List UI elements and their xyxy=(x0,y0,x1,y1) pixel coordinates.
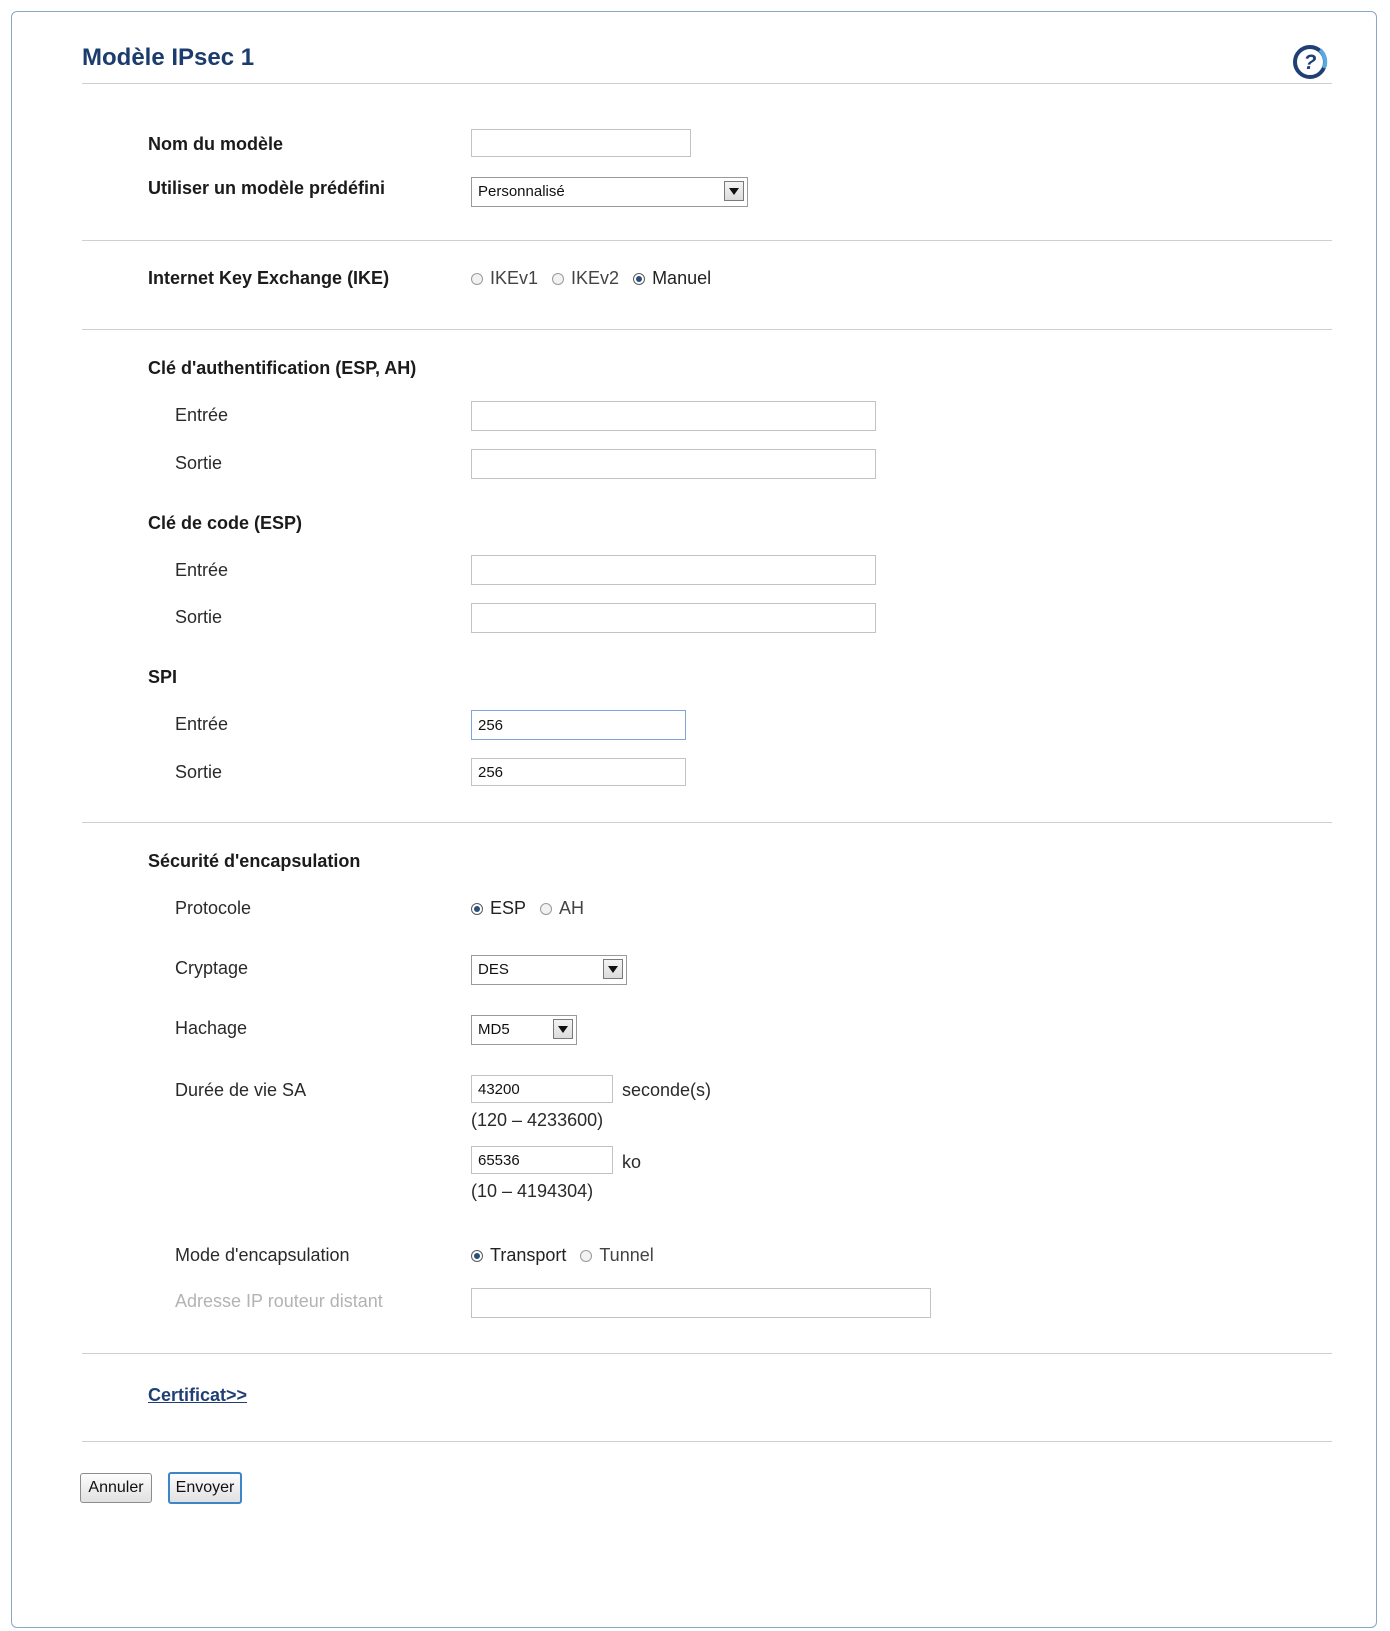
chevron-down-icon[interactable] xyxy=(553,1019,573,1039)
auth-key-out-label: Sortie xyxy=(175,453,223,473)
sa-lifetime-seconds-range: (120 – 4233600) xyxy=(471,1110,604,1130)
hash-value: MD5 xyxy=(478,1021,510,1038)
encapsulation-mode-label: Mode d'encapsulation xyxy=(175,1245,350,1265)
page-title: Modèle IPsec 1 xyxy=(82,44,255,71)
ike-option-ikev1[interactable]: IKEv1 xyxy=(471,268,538,289)
template-name-label: Nom du modèle xyxy=(148,134,284,154)
sa-lifetime-label: Durée de vie SA xyxy=(175,1080,307,1100)
protocol-option-esp[interactable]: ESP xyxy=(471,898,526,919)
section-divider xyxy=(82,1353,1332,1354)
predefined-template-value: Personnalisé xyxy=(478,183,565,200)
svg-text:?: ? xyxy=(1303,51,1317,74)
radio-selected-icon[interactable] xyxy=(471,1250,483,1262)
code-key-in-input[interactable] xyxy=(471,555,876,585)
cancel-button[interactable]: Annuler xyxy=(80,1473,152,1503)
sa-lifetime-kb-range: (10 – 4194304) xyxy=(471,1181,594,1201)
hash-label: Hachage xyxy=(175,1018,248,1038)
radio-icon[interactable] xyxy=(580,1250,592,1262)
spi-in-input[interactable] xyxy=(471,710,686,740)
radio-selected-icon[interactable] xyxy=(471,903,483,915)
certificate-link[interactable]: Certificat>> xyxy=(148,1385,248,1405)
sa-lifetime-kb-unit: ko xyxy=(622,1152,642,1172)
auth-key-heading: Clé d'authentification (ESP, AH) xyxy=(148,358,417,378)
remote-router-ip-label: Adresse IP routeur distant xyxy=(175,1291,383,1311)
chevron-down-icon[interactable] xyxy=(724,181,744,201)
hash-select[interactable] xyxy=(471,1015,577,1045)
spi-in-label: Entrée xyxy=(175,714,229,734)
radio-icon[interactable] xyxy=(540,903,552,915)
protocol-option-ah[interactable]: AH xyxy=(540,898,584,919)
predefined-template-select[interactable] xyxy=(471,177,748,207)
remote-router-ip-input[interactable] xyxy=(471,1288,931,1318)
template-name-input[interactable] xyxy=(471,129,691,157)
auth-key-in-input[interactable] xyxy=(471,401,876,431)
encapsulation-mode-radio-group xyxy=(471,1245,668,1266)
encryption-label: Cryptage xyxy=(175,958,249,978)
code-key-out-label: Sortie xyxy=(175,607,223,627)
spi-heading: SPI xyxy=(148,667,178,687)
section-divider xyxy=(82,240,1332,241)
code-key-in-label: Entrée xyxy=(175,560,229,580)
section-divider xyxy=(82,822,1332,823)
mode-option-tunnel[interactable]: Tunnel xyxy=(580,1245,653,1266)
auth-key-in-label: Entrée xyxy=(175,405,229,425)
ike-label: Internet Key Exchange (IKE) xyxy=(148,268,390,288)
encryption-select[interactable] xyxy=(471,955,627,985)
section-divider xyxy=(82,1441,1332,1442)
ike-option-manual[interactable]: Manuel xyxy=(633,268,711,289)
encapsulation-heading: Sécurité d'encapsulation xyxy=(148,851,361,871)
radio-selected-icon[interactable] xyxy=(633,273,645,285)
help-question-icon[interactable] xyxy=(1290,42,1330,82)
spi-out-input[interactable] xyxy=(471,758,686,786)
chevron-down-icon[interactable] xyxy=(603,959,623,979)
code-key-out-input[interactable] xyxy=(471,603,876,633)
auth-key-out-input[interactable] xyxy=(471,449,876,479)
sa-lifetime-kb-input[interactable] xyxy=(471,1146,613,1174)
predefined-template-label: Utiliser un modèle prédéfini xyxy=(148,178,386,198)
code-key-heading: Clé de code (ESP) xyxy=(148,513,303,533)
section-divider xyxy=(82,329,1332,330)
title-divider xyxy=(82,83,1332,84)
mode-option-transport[interactable]: Transport xyxy=(471,1245,566,1266)
radio-icon[interactable] xyxy=(471,273,483,285)
radio-icon[interactable] xyxy=(552,273,564,285)
encryption-value: DES xyxy=(478,961,509,978)
sa-lifetime-seconds-input[interactable] xyxy=(471,1075,613,1103)
ike-option-ikev2[interactable]: IKEv2 xyxy=(552,268,619,289)
spi-out-label: Sortie xyxy=(175,762,223,782)
sa-lifetime-seconds-unit: seconde(s) xyxy=(622,1080,712,1100)
submit-button[interactable]: Envoyer xyxy=(168,1472,242,1504)
protocol-label: Protocole xyxy=(175,898,252,918)
ike-radio-group xyxy=(471,268,725,289)
protocol-radio-group xyxy=(471,898,598,919)
